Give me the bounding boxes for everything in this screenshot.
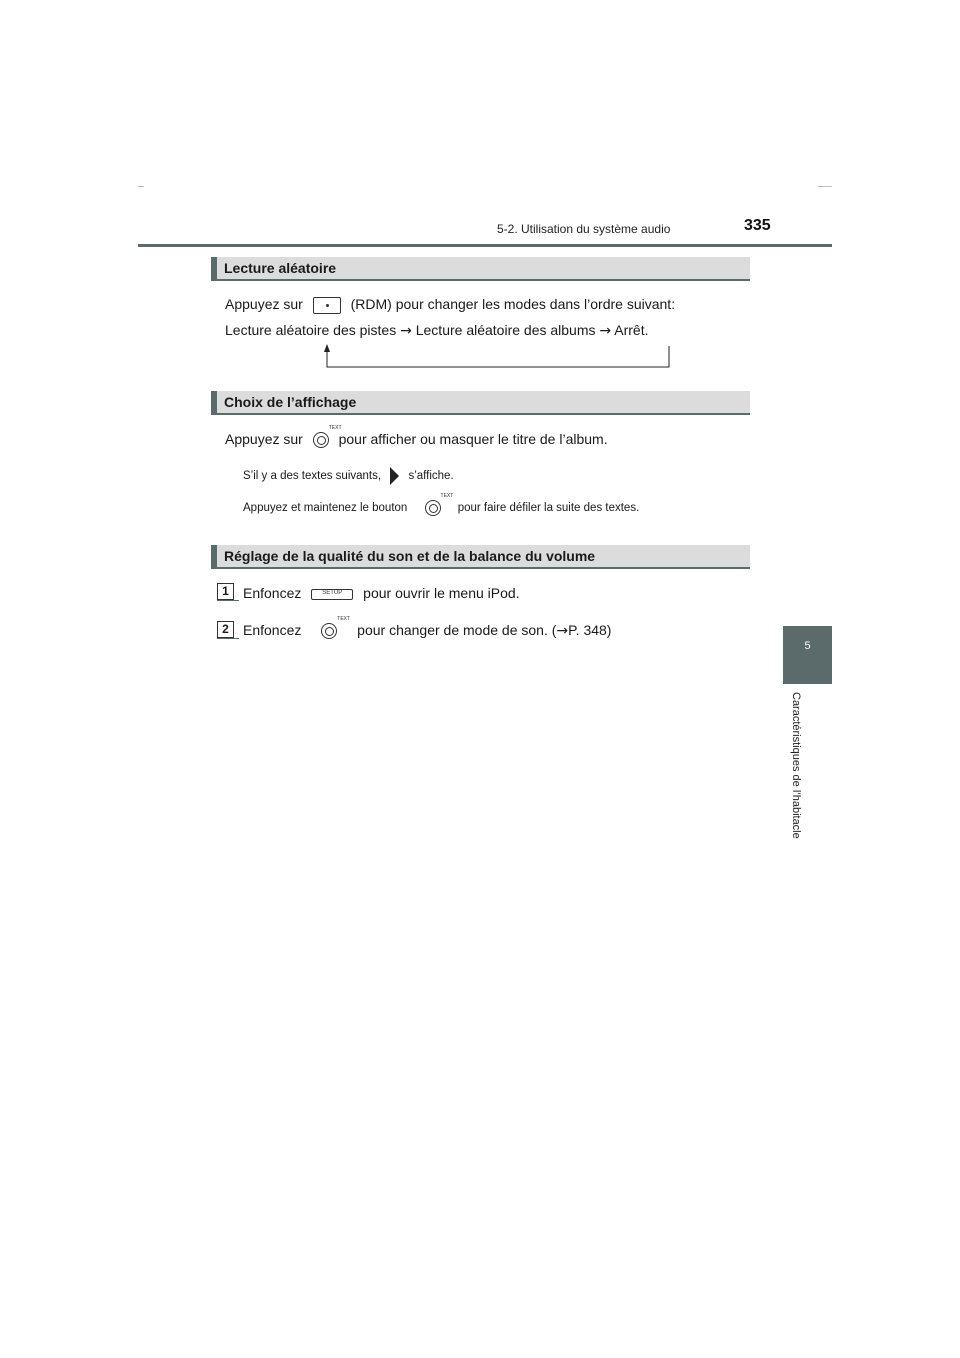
step1-pre: Enfoncez <box>243 585 302 601</box>
display-note-1 <box>243 467 454 485</box>
heading-sound <box>211 545 750 569</box>
running-header: 5-2. Utilisation du système audio <box>497 222 671 236</box>
display-instruction <box>225 425 608 448</box>
ref-arrow: → <box>556 623 569 639</box>
heading-display <box>211 391 750 415</box>
rectangular-button-icon <box>313 297 341 314</box>
step1-post: pour ouvrir le menu iPod. <box>363 585 520 601</box>
note1-post: s’affiche. <box>408 470 454 483</box>
step-2-text <box>243 616 612 639</box>
setup-button-icon: SETUP <box>311 589 353 600</box>
page-number: 335 <box>744 217 771 234</box>
step-number-1: 1 <box>217 583 234 600</box>
heading-display-title: Choix de l’affichage <box>224 394 357 410</box>
arrow-2: → <box>599 323 612 339</box>
heading-bar <box>211 391 217 413</box>
note2-post: pour faire défiler la suite des textes. <box>457 502 640 515</box>
heading-sound-title: Réglage de la qualité du son et de la balance du volume <box>224 548 596 564</box>
note2-pre: Appuyez et maintenez le bouton <box>243 502 408 515</box>
random-instruction <box>225 296 675 314</box>
heading-random-title: Lecture aléatoire <box>224 260 337 276</box>
random-pre: Appuyez sur <box>225 296 303 312</box>
random-modes <box>225 322 649 339</box>
page-reference-link[interactable]: P. 348) <box>568 622 612 638</box>
tune-knob-icon: TEXT <box>425 500 441 516</box>
tune-knob-icon: TEXT <box>313 432 329 448</box>
step-1-text <box>243 585 520 601</box>
chapter-tab <box>783 626 832 684</box>
chapter-number: 5 <box>804 640 811 652</box>
arrow-1: → <box>400 323 412 339</box>
mode-off: Arrêt. <box>614 322 649 338</box>
display-note-2 <box>243 493 640 516</box>
display-post: pour afficher ou masquer le titre de l’album. <box>338 431 608 447</box>
heading-bar <box>211 257 217 279</box>
header-rule <box>138 244 832 247</box>
crop-mark-right <box>818 186 832 187</box>
tune-knob-icon: TEXT <box>321 623 337 639</box>
mode-tracks: Lecture aléatoire des pistes <box>225 322 397 338</box>
mode-albums: Lecture aléatoire des albums <box>415 322 596 338</box>
right-triangle-icon <box>390 467 399 485</box>
chapter-title: Caractéristiques de l’habitacle <box>790 692 802 839</box>
note1-pre: S’il y a des textes suivants, <box>243 470 382 483</box>
step2-pre: Enfoncez <box>243 622 302 638</box>
step-rule-1 <box>217 600 239 601</box>
step-number-2: 2 <box>217 621 234 638</box>
step2-post: pour changer de mode de son. ( <box>357 622 557 638</box>
step-rule-2 <box>217 638 239 639</box>
display-pre: Appuyez sur <box>225 431 303 447</box>
heading-random <box>211 257 750 281</box>
heading-bar <box>211 545 217 567</box>
crop-mark-left <box>138 186 144 187</box>
random-post: (RDM) pour changer les modes dans l’ordre suivant: <box>350 296 676 312</box>
cycle-loop-arrow <box>320 344 674 372</box>
